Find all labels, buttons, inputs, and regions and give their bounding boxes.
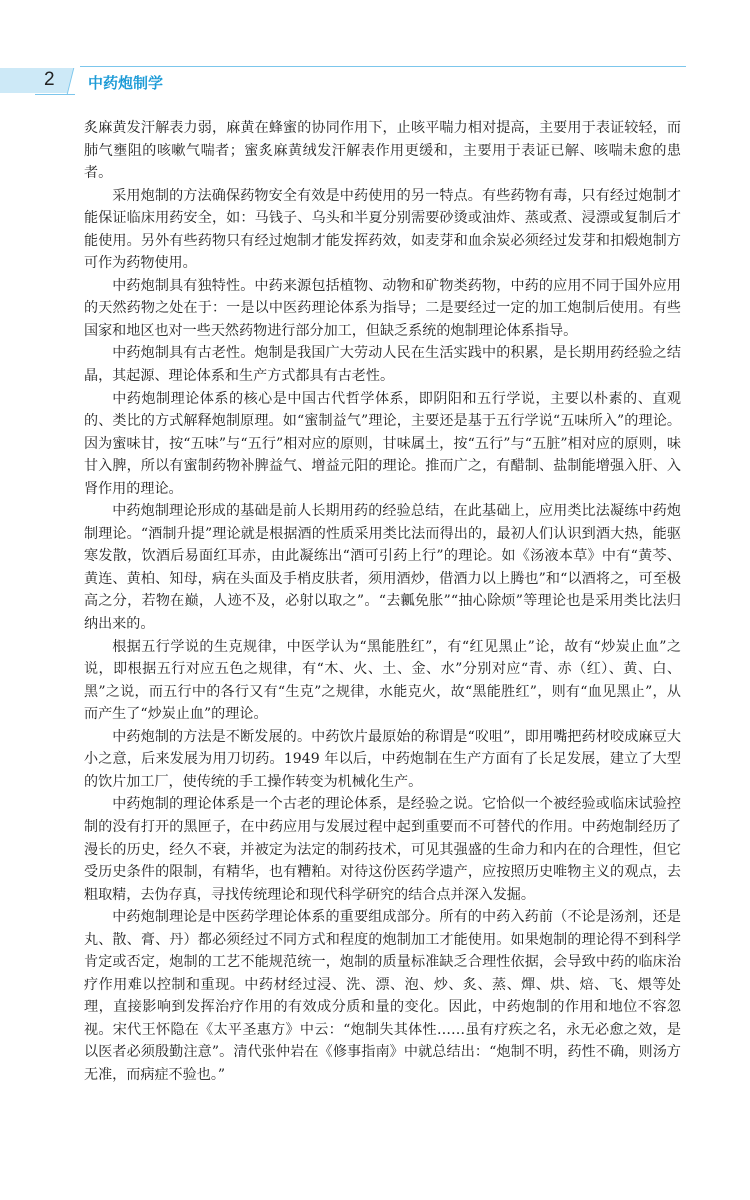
paragraph: 中药炮制理论形成的基础是前人长期用药的经验总结，在此基础上，应用类比法凝练中药炮制理论。“酒制升提”理论就是根据酒的性质采用类比法而得出的，最初人们认识到酒大热，能驱寒发散，饮酒后易面红耳赤，由此凝练出“酒可引药上行”的理论。如《汤液本草》中有“黄芩、黄连、黄柏、知母，病在头面及手梢皮肤者，须用酒炒，借酒力以上腾也”和“以酒将之，可至极高之分，若物在巅，人迹不及，必射以取之”。“去瓤免胀”“抽心除烦”等理论也是采用类比法归纳出来的。: [84, 503, 681, 633]
paragraph: 采用炮制的方法确保药物安全有效是中药使用的另一特点。有些药物有毒，只有经过炮制才能保证临床用药安全，如：马钱子、乌头和半夏分别需要砂烫或油炸、蒸或煮、浸漂或复制后才能使用。另外有些药物只有经过炮制才能发挥药效，如麦芽和血余炭必须经过发芽和扣煅炮制方可作为药物使用。: [84, 187, 681, 272]
paragraph: 中药炮制的方法是不断发展的。中药饮片最原始的称谓是“㕮咀”，即用嘴把药材咬成麻豆大小之意，后来发展为用刀切药。1949 年以后，中药炮制在生产方面有了长足发展，建立了大型的饮片加工厂，使传统的手工操作转变为机械化生产。: [84, 728, 681, 790]
paragraph: 炙麻黄发汗解表力弱，麻黄在蜂蜜的协同作用下，止咳平喘力相对提高，主要用于表证较轻，而肺气壅阻的咳嗽气喘者；蜜炙麻黄绒发汗解表作用更缓和，主要用于表证已解、咳喘未愈的患者。: [84, 120, 681, 182]
body-text: [84, 117, 681, 1087]
paragraph: 中药炮制理论是中医药学理论体系的重要组成部分。所有的中药入药前（不论是汤剂，还是丸、散、膏、丹）都必须经过不同方式和程度的炮制加工才能使用。如果炮制的理论得不到科学肯定或否定，炮制的工艺不能规范统一，炮制的质量标准缺乏合理性依据，会导致中药的临床治疗作用难以控制和重现。中药材经过浸、洗、漂、泡、炒、炙、蒸、燀、烘、焙、飞、煨等处理，直接影响到发挥治疗作用的有效成分质和量的变化。因此，中药炮制的作用和地位不容忽视。宋代王怀隐在《太平圣惠方》中云：“炮制失其体性……虽有疗疾之名，永无必愈之效，是以医者必须殷勤注意”。清代张仲岩在《修事指南》中就总结出：“炮制不明，药性不确，则汤方无准，而病症不验也。”: [84, 909, 681, 1083]
book-title: 中药炮制学: [88, 74, 164, 92]
paragraph: 中药炮制具有独特性。中药来源包括植物、动物和矿物类药物，中药的应用不同于国外应用的天然药物之处在于：一是以中医药理论体系为指导；二是要经过一定的加工炮制后使用。有些国家和地区也对一些天然药物进行部分加工，但缺乏系统的炮制理论体系指导。: [84, 277, 681, 339]
paragraph: 中药炮制理论体系的核心是中国古代哲学体系，即阴阳和五行学说，主要以朴素的、直观的、类比的方式解释炮制原理。如“蜜制益气”理论，主要还是基于五行学说“五味所入”的理论。因为蜜味甘，按“五味”与“五行”相对应的原则，甘味属土，按“五行”与“五脏”相对应的原则，味甘入脾，所以有蜜制药物补脾益气、增益元阳的理论。推而广之，有醋制、盐制能增强入肝、入肾作用的理论。: [84, 390, 681, 497]
paragraph: 中药炮制具有古老性。炮制是我国广大劳动人民在生活实践中的积累，是长期用药经验之结晶，其起源、理论体系和生产方式都具有古老性。: [84, 345, 681, 385]
page-number: 2: [44, 69, 55, 90]
paragraph: 中药炮制的理论体系是一个古老的理论体系，是经验之说。它恰似一个被经验或临床试验控制的没有打开的黑匣子，在中药应用与发展过程中起到重要而不可替代的作用。中药炮制经历了漫长的历史，经久不衰，并被定为法定的制药技术，可见其强盛的生命力和内在的合理性，但它受历史条件的限制，有精华，也有糟粕。对待这份医药学遗产，应按照历史唯物主义的观点，去粗取精，去伪存真，寻找传统理论和现代科学研究的结合点并深入发掘。: [84, 796, 681, 903]
paragraph: 根据五行学说的生克规律，中医学认为“黑能胜红”，有“红见黑止”论，故有“炒炭止血”之说，即根据五行对应五色之规律，有“木、火、土、金、水”分别对应“青、赤（红）、黄、白、黑”之说，而五行中的各行又有“生克”之规律，水能克火，故“黑能胜红”，则有“血见黑止”，从而产生了“炒炭止血”的理论。: [84, 638, 681, 723]
header-rule: [80, 66, 686, 67]
header-underline: [35, 94, 75, 95]
page-number-band: [0, 68, 76, 93]
